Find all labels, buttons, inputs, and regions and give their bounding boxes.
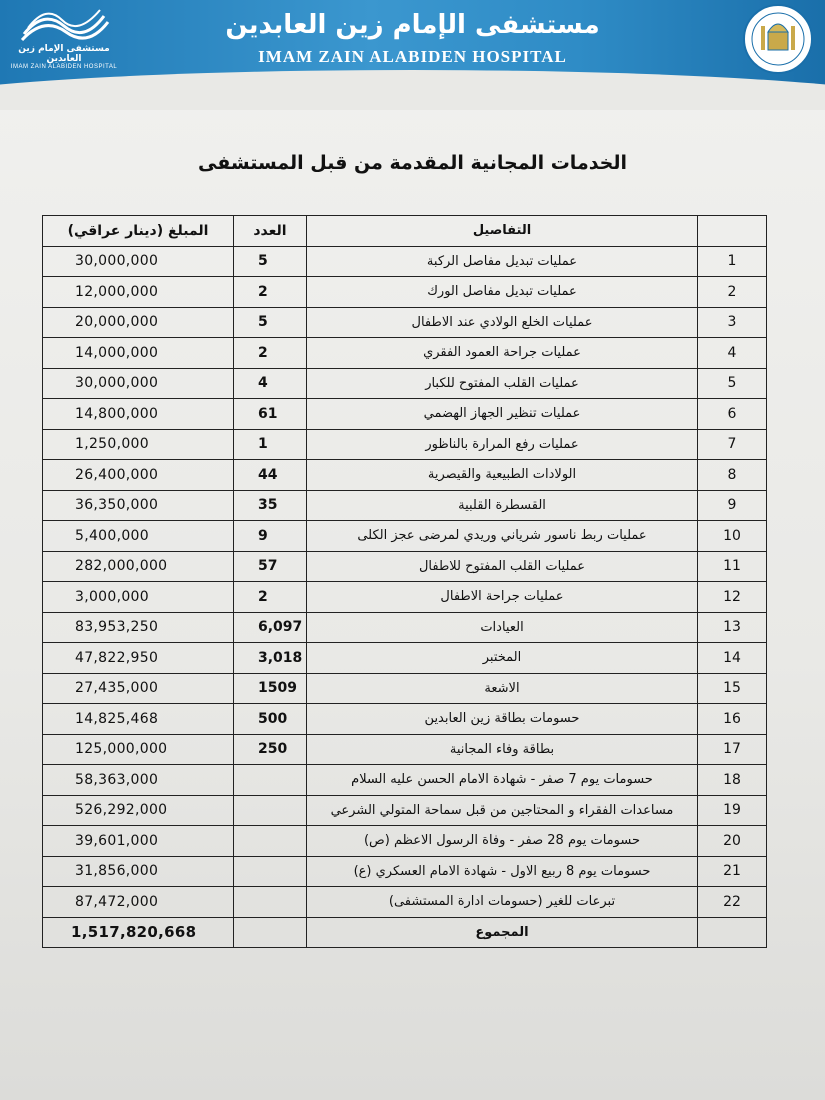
amount-cell: 282,000,000 xyxy=(43,551,234,582)
total-count-cell xyxy=(234,917,307,948)
table-row xyxy=(43,429,767,460)
amount-cell: 87,472,000 xyxy=(43,887,234,918)
table-row xyxy=(43,368,767,399)
count-cell: 500 xyxy=(234,704,307,735)
details-cell: القسطرة القلبية xyxy=(307,490,698,521)
details-cell: حسومات يوم 7 صفر - شهادة الامام الحسن عليه السلام xyxy=(307,765,698,796)
details-cell: العيادات xyxy=(307,612,698,643)
count-cell: 3,018 xyxy=(234,643,307,674)
total-row xyxy=(43,917,767,948)
count-cell: 6,097 xyxy=(234,612,307,643)
table-row xyxy=(43,765,767,796)
details-cell: حسومات يوم 28 صفر - وفاة الرسول الاعظم (ص) xyxy=(307,826,698,857)
count-cell: 9 xyxy=(234,521,307,552)
amount-cell: 26,400,000 xyxy=(43,460,234,491)
count-cell: 1509 xyxy=(234,673,307,704)
details-cell: عمليات تبديل مفاصل الورك xyxy=(307,277,698,308)
details-cell: حسومات يوم 8 ربيع الاول - شهادة الامام العسكري (ع) xyxy=(307,856,698,887)
row-number-cell: 19 xyxy=(698,795,767,826)
count-cell: 2 xyxy=(234,277,307,308)
table-row xyxy=(43,704,767,735)
table-row xyxy=(43,795,767,826)
logo-name-en: IMAM ZAIN ALABIDEN HOSPITAL xyxy=(10,64,118,70)
details-cell: عمليات جراحة الاطفال xyxy=(307,582,698,613)
total-amount: 1,517,820,668 xyxy=(43,917,234,948)
table-row xyxy=(43,490,767,521)
column-header-amount: المبلغ (دينار عراقي) xyxy=(43,216,234,247)
table-row xyxy=(43,338,767,369)
row-number-cell: 16 xyxy=(698,704,767,735)
details-cell: المختبر xyxy=(307,643,698,674)
details-cell: عمليات جراحة العمود الفقري xyxy=(307,338,698,369)
count-cell: 44 xyxy=(234,460,307,491)
details-cell: عمليات القلب المفتوح للاطفال xyxy=(307,551,698,582)
details-cell: عمليات القلب المفتوح للكبار xyxy=(307,368,698,399)
amount-cell: 36,350,000 xyxy=(43,490,234,521)
row-number-cell: 13 xyxy=(698,612,767,643)
amount-cell: 1,250,000 xyxy=(43,429,234,460)
count-cell: 5 xyxy=(234,307,307,338)
amount-cell: 39,601,000 xyxy=(43,826,234,857)
count-cell: 2 xyxy=(234,582,307,613)
table-row xyxy=(43,307,767,338)
row-number-cell: 21 xyxy=(698,856,767,887)
row-number-cell: 7 xyxy=(698,429,767,460)
count-cell: 1 xyxy=(234,429,307,460)
table-row xyxy=(43,643,767,674)
row-number-cell: 18 xyxy=(698,765,767,796)
amount-cell: 58,363,000 xyxy=(43,765,234,796)
column-header-count: العدد xyxy=(234,216,307,247)
amount-cell: 30,000,000 xyxy=(43,246,234,277)
count-cell: 57 xyxy=(234,551,307,582)
details-cell: الاشعة xyxy=(307,673,698,704)
count-cell: 250 xyxy=(234,734,307,765)
amount-cell: 526,292,000 xyxy=(43,795,234,826)
row-number-cell: 3 xyxy=(698,307,767,338)
row-number-cell: 14 xyxy=(698,643,767,674)
document-title: الخدمات المجانية المقدمة من قبل المستشفى xyxy=(197,152,628,174)
amount-cell: 83,953,250 xyxy=(43,612,234,643)
details-cell: عمليات تنظير الجهاز الهضمي xyxy=(307,399,698,430)
row-number-cell: 2 xyxy=(698,277,767,308)
details-cell: عمليات تبديل مفاصل الركبة xyxy=(307,246,698,277)
shrine-seal-icon xyxy=(741,2,815,76)
amount-cell: 31,856,000 xyxy=(43,856,234,887)
header-wave-divider xyxy=(0,70,825,110)
amount-cell: 14,825,468 xyxy=(43,704,234,735)
row-number-cell: 17 xyxy=(698,734,767,765)
count-cell: 5 xyxy=(234,246,307,277)
row-number-cell: 11 xyxy=(698,551,767,582)
count-cell xyxy=(234,826,307,857)
table-row xyxy=(43,460,767,491)
count-cell xyxy=(234,795,307,826)
amount-cell: 12,000,000 xyxy=(43,277,234,308)
count-cell: 35 xyxy=(234,490,307,521)
row-number-cell: 20 xyxy=(698,826,767,857)
row-number-cell: 15 xyxy=(698,673,767,704)
amount-cell: 27,435,000 xyxy=(43,673,234,704)
details-cell: حسومات بطاقة زين العابدين xyxy=(307,704,698,735)
row-number-cell: 22 xyxy=(698,887,767,918)
details-cell: مساعدات الفقراء و المحتاجين من قبل سماحة المتولي الشرعي xyxy=(307,795,698,826)
total-number-cell xyxy=(698,917,767,948)
amount-cell: 14,800,000 xyxy=(43,399,234,430)
column-header-number xyxy=(698,216,767,247)
column-header-details: التفاصيل xyxy=(307,216,698,247)
table-row xyxy=(43,399,767,430)
hospital-name-en: IMAM ZAIN ALABIDEN HOSPITAL xyxy=(258,47,567,66)
table-row xyxy=(43,551,767,582)
amount-cell: 5,400,000 xyxy=(43,521,234,552)
count-cell: 4 xyxy=(234,368,307,399)
row-number-cell: 4 xyxy=(698,338,767,369)
amount-cell: 125,000,000 xyxy=(43,734,234,765)
table-row xyxy=(43,734,767,765)
count-cell xyxy=(234,856,307,887)
details-cell: عمليات رفع المرارة بالناظور xyxy=(307,429,698,460)
details-cell: بطاقة وفاء المجانية xyxy=(307,734,698,765)
services-table xyxy=(42,215,767,948)
count-cell xyxy=(234,765,307,796)
table-row xyxy=(43,612,767,643)
amount-cell: 3,000,000 xyxy=(43,582,234,613)
table-row xyxy=(43,856,767,887)
table-row xyxy=(43,277,767,308)
table-row xyxy=(43,673,767,704)
table-row xyxy=(43,582,767,613)
row-number-cell: 9 xyxy=(698,490,767,521)
table-row xyxy=(43,246,767,277)
row-number-cell: 8 xyxy=(698,460,767,491)
hospital-name-ar: مستشفى الإمام زين العابدين xyxy=(225,10,600,40)
table-row xyxy=(43,521,767,552)
row-number-cell: 1 xyxy=(698,246,767,277)
total-label: المجموع xyxy=(307,917,698,948)
count-cell: 2 xyxy=(234,338,307,369)
row-number-cell: 12 xyxy=(698,582,767,613)
hospital-letterhead xyxy=(0,0,825,104)
row-number-cell: 6 xyxy=(698,399,767,430)
count-cell xyxy=(234,887,307,918)
amount-cell: 14,000,000 xyxy=(43,338,234,369)
table-header-row xyxy=(43,216,767,247)
details-cell: عمليات الخلع الولادي عند الاطفال xyxy=(307,307,698,338)
details-cell: عمليات ربط ناسور شرياني وريدي لمرضى عجز الكلى xyxy=(307,521,698,552)
details-cell: الولادات الطبيعية والقيصرية xyxy=(307,460,698,491)
amount-cell: 30,000,000 xyxy=(43,368,234,399)
row-number-cell: 10 xyxy=(698,521,767,552)
row-number-cell: 5 xyxy=(698,368,767,399)
table-row xyxy=(43,826,767,857)
count-cell: 61 xyxy=(234,399,307,430)
amount-cell: 47,822,950 xyxy=(43,643,234,674)
amount-cell: 20,000,000 xyxy=(43,307,234,338)
details-cell: تبرعات للغير (حسومات ادارة المستشفى) xyxy=(307,887,698,918)
logo-name-ar: مستشفى الإمام زين العابدين xyxy=(18,44,110,64)
table-row xyxy=(43,887,767,918)
